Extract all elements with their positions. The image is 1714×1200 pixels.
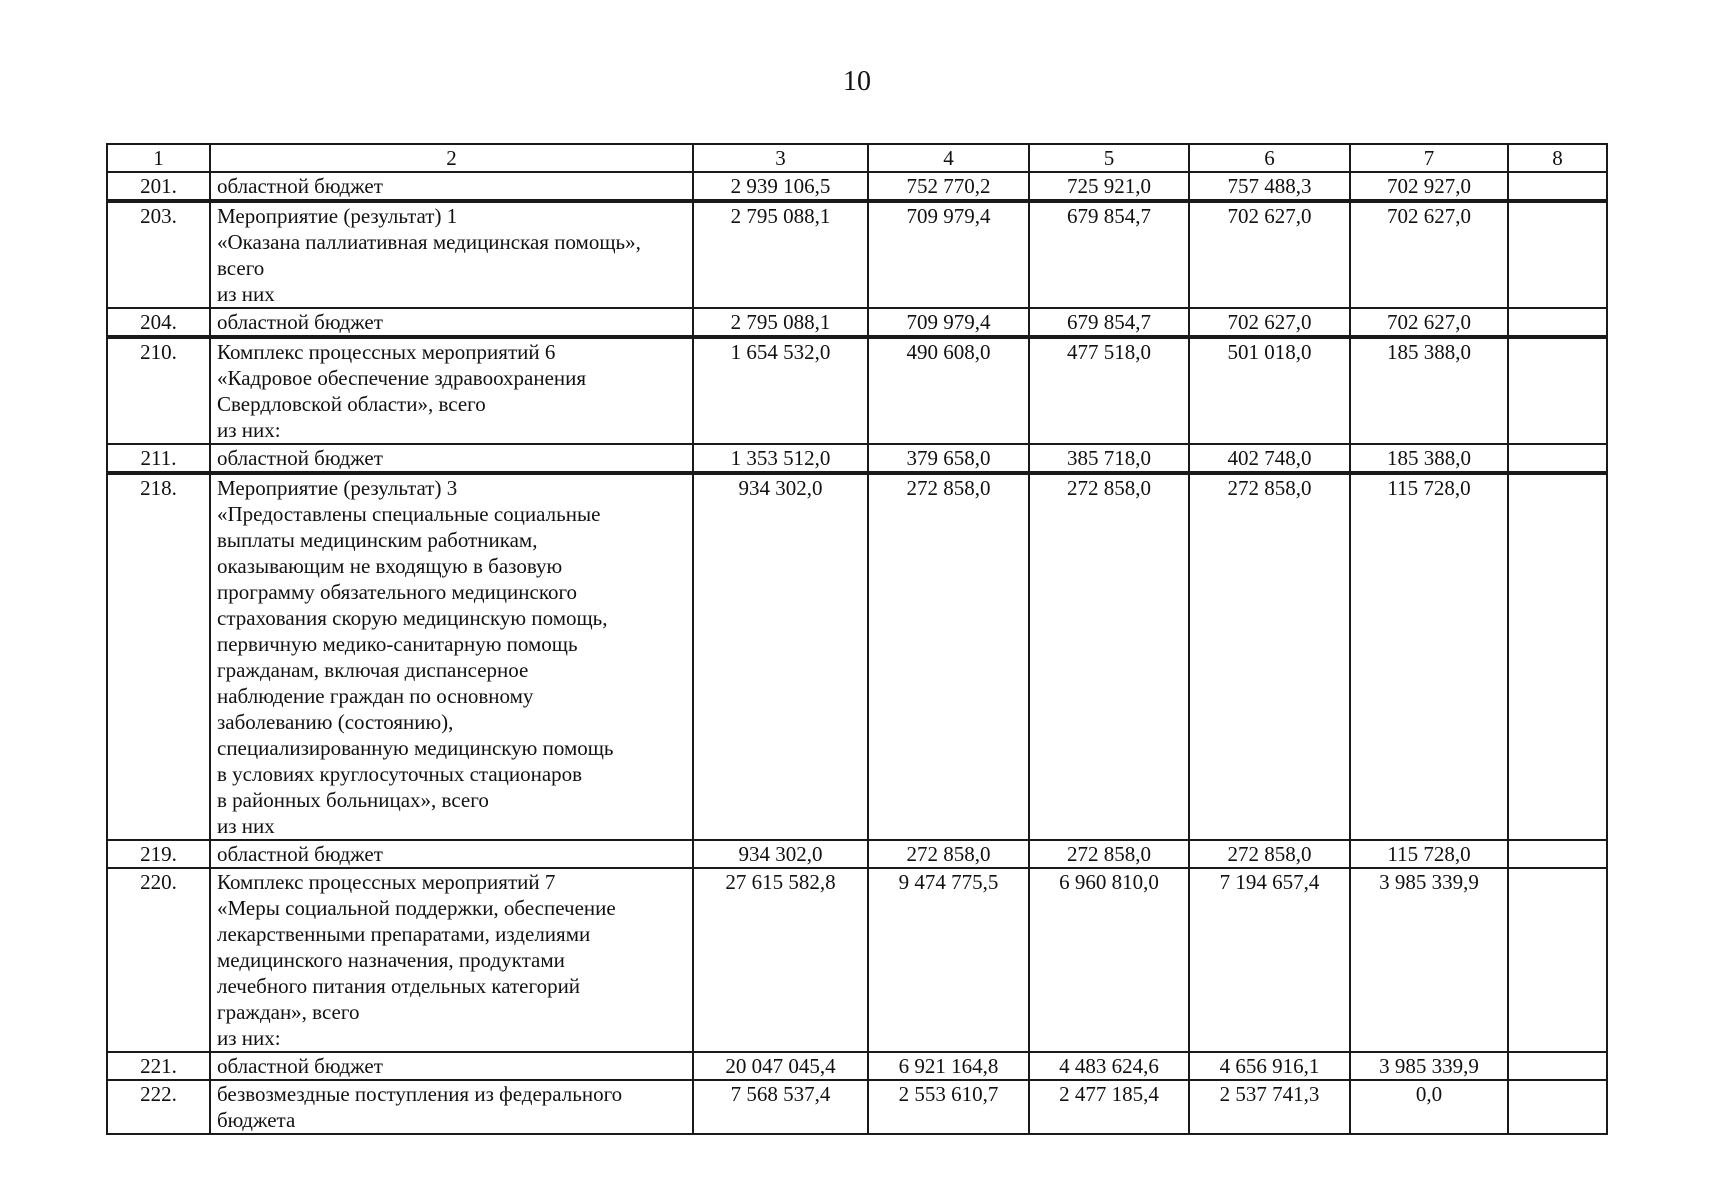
value-cell-8	[1508, 473, 1607, 840]
value-cell-8	[1508, 172, 1607, 201]
row-description	[210, 868, 693, 1052]
row-number: 201.	[107, 172, 210, 201]
value-cell-8	[1508, 840, 1607, 868]
value-cell-7: 702 627,0	[1350, 201, 1508, 308]
description-line: областной бюджет	[217, 446, 383, 470]
description-line: первичную медико-санитарную помощь	[217, 632, 578, 656]
value-cell-5: 6 960 810,0	[1029, 868, 1189, 1052]
value-cell-5: 4 483 624,6	[1029, 1052, 1189, 1080]
description-line: областной бюджет	[217, 842, 383, 866]
value-cell-6: 272 858,0	[1189, 473, 1350, 840]
table-row	[107, 1080, 1607, 1134]
table-row	[107, 337, 1607, 444]
value-cell-8	[1508, 1052, 1607, 1080]
value-cell-5: 679 854,7	[1029, 308, 1189, 337]
value-cell-7: 0,0	[1350, 1080, 1508, 1134]
table-row	[107, 201, 1607, 308]
value-cell-6: 2 537 741,3	[1189, 1080, 1350, 1134]
column-header: 7	[1350, 144, 1508, 172]
value-cell-6: 702 627,0	[1189, 308, 1350, 337]
value-cell-6: 501 018,0	[1189, 337, 1350, 444]
value-cell-5: 477 518,0	[1029, 337, 1189, 444]
value-cell-3: 1 654 532,0	[693, 337, 868, 444]
column-header: 1	[107, 144, 210, 172]
description-line: безвозмездные поступления из федерального	[217, 1082, 623, 1106]
value-cell-8	[1508, 1080, 1607, 1134]
value-cell-3: 1 353 512,0	[693, 444, 868, 473]
value-cell-4: 9 474 775,5	[868, 868, 1029, 1052]
value-cell-4: 490 608,0	[868, 337, 1029, 444]
value-cell-4: 6 921 164,8	[868, 1052, 1029, 1080]
description-line: лекарственными препаратами, изделиями	[217, 922, 591, 946]
value-cell-3: 2 795 088,1	[693, 201, 868, 308]
value-cell-7: 185 388,0	[1350, 444, 1508, 473]
value-cell-8	[1508, 868, 1607, 1052]
description-line: «Предоставлены специальные социальные	[217, 502, 601, 526]
value-cell-8	[1508, 308, 1607, 337]
description-line: областной бюджет	[217, 174, 383, 198]
value-cell-4: 272 858,0	[868, 473, 1029, 840]
description-line: Мероприятие (результат) 3	[217, 476, 458, 500]
value-cell-5: 725 921,0	[1029, 172, 1189, 201]
description-line: бюджета	[217, 1108, 296, 1132]
value-cell-5: 2 477 185,4	[1029, 1080, 1189, 1134]
value-cell-3: 20 047 045,4	[693, 1052, 868, 1080]
value-cell-6: 702 627,0	[1189, 201, 1350, 308]
row-number: 220.	[107, 868, 210, 1052]
value-cell-6: 7 194 657,4	[1189, 868, 1350, 1052]
value-cell-5: 272 858,0	[1029, 473, 1189, 840]
value-cell-8	[1508, 444, 1607, 473]
value-cell-5: 272 858,0	[1029, 840, 1189, 868]
value-cell-6: 757 488,3	[1189, 172, 1350, 201]
table-row	[107, 444, 1607, 473]
description-line: Комплекс процессных мероприятий 7	[217, 870, 556, 894]
column-header: 6	[1189, 144, 1350, 172]
column-header: 5	[1029, 144, 1189, 172]
description-line: медицинского назначения, продуктами	[217, 948, 565, 972]
description-line: из них	[217, 814, 275, 838]
description-line: гражданам, включая диспансерное	[217, 658, 529, 682]
description-line: специализированную медицинскую помощь	[217, 736, 614, 760]
description-line: в районных больницах», всего	[217, 788, 489, 812]
row-number: 211.	[107, 444, 210, 473]
value-cell-7: 702 627,0	[1350, 308, 1508, 337]
value-cell-4: 752 770,2	[868, 172, 1029, 201]
column-header: 8	[1508, 144, 1607, 172]
value-cell-8	[1508, 201, 1607, 308]
row-number: 218.	[107, 473, 210, 840]
table-row	[107, 840, 1607, 868]
row-number: 203.	[107, 201, 210, 308]
description-line: из них:	[217, 1026, 281, 1050]
row-description	[210, 1052, 693, 1080]
table-row	[107, 868, 1607, 1052]
row-description	[210, 201, 693, 308]
description-line: «Оказана паллиативная медицинская помощь»,	[217, 230, 641, 254]
description-line: в условиях круглосуточных стационаров	[217, 762, 583, 786]
table-row	[107, 172, 1607, 201]
description-line: оказывающим не входящую в базовую	[217, 554, 563, 578]
value-cell-4: 2 553 610,7	[868, 1080, 1029, 1134]
column-header: 4	[868, 144, 1029, 172]
description-line: граждан», всего	[217, 1000, 360, 1024]
description-line: выплаты медицинским работникам,	[217, 528, 538, 552]
value-cell-4: 272 858,0	[868, 840, 1029, 868]
description-line: всего	[217, 256, 265, 280]
value-cell-4: 709 979,4	[868, 201, 1029, 308]
description-line: заболеванию (состоянию),	[217, 710, 454, 734]
description-line: Комплекс процессных мероприятий 6	[217, 340, 556, 364]
value-cell-6: 402 748,0	[1189, 444, 1350, 473]
description-line: «Меры социальной поддержки, обеспечение	[217, 896, 616, 920]
description-line: программу обязательного медицинского	[217, 580, 578, 604]
description-line: наблюдение граждан по основному	[217, 684, 534, 708]
value-cell-7: 3 985 339,9	[1350, 1052, 1508, 1080]
header-row	[107, 144, 1607, 172]
row-number: 210.	[107, 337, 210, 444]
row-description	[210, 1080, 693, 1134]
value-cell-3: 2 939 106,5	[693, 172, 868, 201]
value-cell-7: 115 728,0	[1350, 840, 1508, 868]
value-cell-7: 3 985 339,9	[1350, 868, 1508, 1052]
row-description	[210, 308, 693, 337]
description-line: из них:	[217, 418, 281, 442]
value-cell-4: 379 658,0	[868, 444, 1029, 473]
value-cell-4: 709 979,4	[868, 308, 1029, 337]
description-line: страхования скорую медицинскую помощь,	[217, 606, 608, 630]
value-cell-7: 702 927,0	[1350, 172, 1508, 201]
row-description	[210, 337, 693, 444]
value-cell-3: 27 615 582,8	[693, 868, 868, 1052]
budget-table	[106, 143, 1608, 1135]
row-number: 221.	[107, 1052, 210, 1080]
value-cell-3: 934 302,0	[693, 473, 868, 840]
table-row	[107, 473, 1607, 840]
value-cell-7: 115 728,0	[1350, 473, 1508, 840]
table-row	[107, 1052, 1607, 1080]
row-description	[210, 444, 693, 473]
row-number: 219.	[107, 840, 210, 868]
page-number: 10	[843, 66, 871, 97]
value-cell-6: 272 858,0	[1189, 840, 1350, 868]
row-description	[210, 172, 693, 201]
description-line: Мероприятие (результат) 1	[217, 204, 458, 228]
description-line: областной бюджет	[217, 1054, 383, 1078]
row-number: 222.	[107, 1080, 210, 1134]
column-header: 2	[210, 144, 693, 172]
description-line: «Кадровое обеспечение здравоохранения	[217, 366, 587, 390]
row-description	[210, 840, 693, 868]
row-number: 204.	[107, 308, 210, 337]
table-row	[107, 308, 1607, 337]
value-cell-5: 679 854,7	[1029, 201, 1189, 308]
description-line: Свердловской области», всего	[217, 392, 486, 416]
description-line: лечебного питания отдельных категорий	[217, 974, 581, 998]
description-line: областной бюджет	[217, 310, 383, 334]
value-cell-3: 934 302,0	[693, 840, 868, 868]
value-cell-3: 7 568 537,4	[693, 1080, 868, 1134]
value-cell-5: 385 718,0	[1029, 444, 1189, 473]
value-cell-8	[1508, 337, 1607, 444]
row-description	[210, 473, 693, 840]
description-line: из них	[217, 282, 275, 306]
column-header: 3	[693, 144, 868, 172]
value-cell-3: 2 795 088,1	[693, 308, 868, 337]
value-cell-7: 185 388,0	[1350, 337, 1508, 444]
value-cell-6: 4 656 916,1	[1189, 1052, 1350, 1080]
